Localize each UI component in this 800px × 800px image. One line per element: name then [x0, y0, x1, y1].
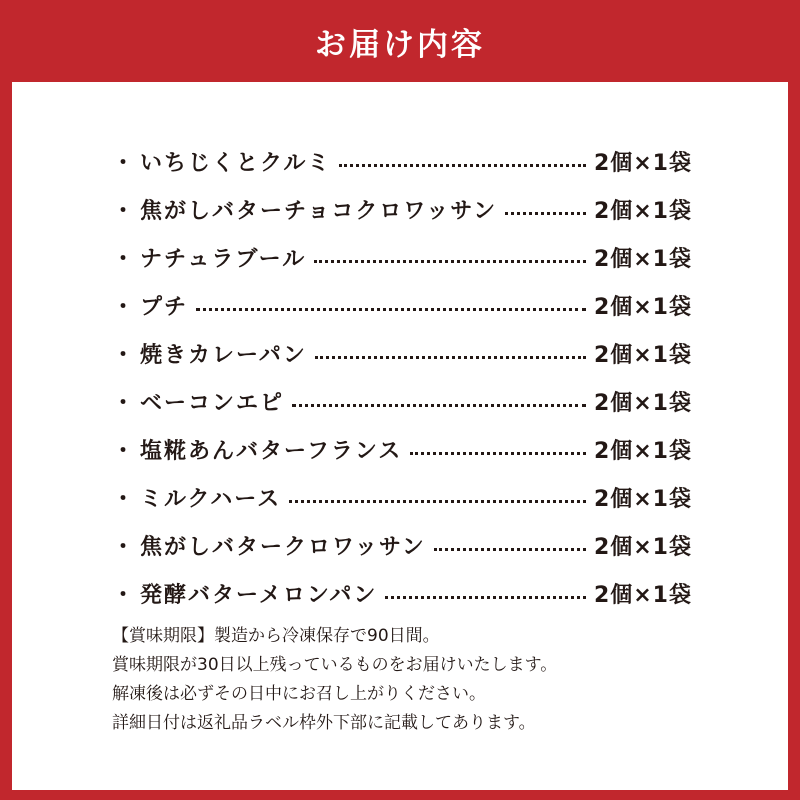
- bullet: ・: [112, 198, 135, 224]
- item-quantity: 2個×1袋: [593, 342, 692, 368]
- bullet: ・: [112, 486, 135, 512]
- item-name: ナチュラブール: [140, 246, 307, 272]
- item-quantity: 2個×1袋: [593, 582, 692, 608]
- item-name: 焼きカレーパン: [140, 342, 307, 368]
- item-quantity: 2個×1袋: [593, 390, 692, 416]
- dot-leader: [314, 260, 586, 263]
- bullet: ・: [112, 294, 135, 320]
- item-name: 発酵バターメロンパン: [140, 582, 378, 608]
- dot-leader: [434, 548, 586, 551]
- note-line: 【賞味期限】製造から冷凍保存で90日間。: [112, 626, 440, 646]
- bullet: ・: [112, 342, 135, 368]
- list-item: [112, 189, 692, 229]
- contents-panel: [12, 82, 788, 790]
- item-name: 焦がしバターチョコクロワッサン: [140, 198, 498, 224]
- note-line: 賞味期限が30日以上残っているものをお届けいたします。: [112, 655, 558, 675]
- list-item: [112, 477, 692, 517]
- bullet: ・: [112, 438, 135, 464]
- dot-leader: [315, 356, 586, 359]
- item-name: ミルクハース: [140, 486, 282, 512]
- dot-leader: [289, 500, 586, 503]
- item-name: プチ: [140, 294, 189, 320]
- item-quantity: 2個×1袋: [593, 150, 692, 176]
- list-item: [112, 285, 692, 325]
- list-item: [112, 237, 692, 277]
- item-name: いちじくとクルミ: [140, 150, 332, 176]
- bullet: ・: [112, 582, 135, 608]
- notes: [112, 622, 752, 738]
- dot-leader: [385, 596, 586, 599]
- item-quantity: 2個×1袋: [593, 438, 692, 464]
- list-item: [112, 333, 692, 373]
- dot-leader: [505, 212, 586, 215]
- item-quantity: 2個×1袋: [593, 486, 692, 512]
- dot-leader: [196, 308, 586, 311]
- list-item: [112, 429, 692, 469]
- item-name: 塩糀あんバターフランス: [140, 438, 403, 464]
- bullet: ・: [112, 246, 135, 272]
- page-title: お届け内容: [315, 26, 485, 63]
- note-line: 詳細日付は返礼品ラベル枠外下部に記載してあります。: [112, 713, 536, 733]
- bullet: ・: [112, 390, 135, 416]
- item-quantity: 2個×1袋: [593, 198, 692, 224]
- note-line: 解凍後は必ずその日中にお召し上がりください。: [112, 684, 486, 704]
- list-item: [112, 525, 692, 565]
- bullet: ・: [112, 534, 135, 560]
- item-quantity: 2個×1袋: [593, 294, 692, 320]
- dot-leader: [410, 452, 586, 455]
- item-name: 焦がしバタークロワッサン: [140, 534, 426, 560]
- bullet: ・: [112, 150, 135, 176]
- list-item: [112, 141, 692, 181]
- dot-leader: [292, 404, 586, 407]
- dot-leader: [339, 164, 586, 167]
- item-quantity: 2個×1袋: [593, 246, 692, 272]
- item-name: ベーコンエピ: [140, 390, 285, 416]
- list-item: [112, 573, 692, 613]
- item-quantity: 2個×1袋: [593, 534, 692, 560]
- list-item: [112, 381, 692, 421]
